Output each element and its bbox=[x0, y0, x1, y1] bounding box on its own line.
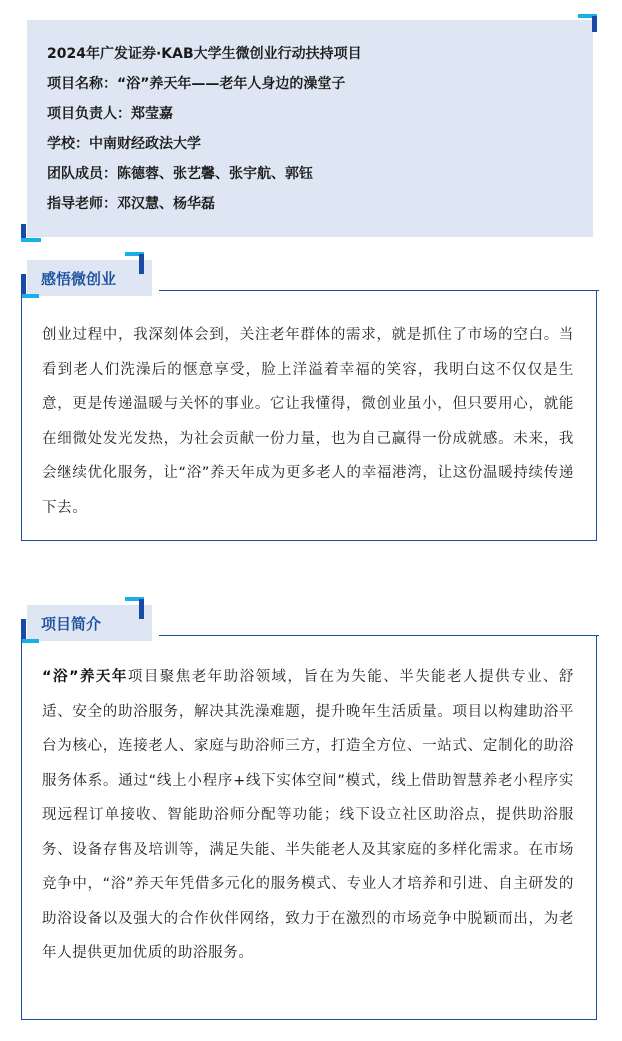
program-name: 2024年广发证券·KAB大学生微创业行动扶持项目 bbox=[47, 46, 362, 62]
reflection-text: 创业过程中，我深刻体会到，关注老年群体的需求，就是抓住了市场的空白。当看到老人们洗澡后的惬意享受，脸上洋溢着幸福的笑容，我明白这不仅仅是生意，更是传递温暖与关怀的事业。它让我懂得，微创业虽小，但只要用心，就能在细微处发光发热，为社会贡献一份力量，也为自己赢得一份成就感。未来，我会继续优化服务，让“浴”养天年成为更多老人的幸福港湾，让这份温暖持续传递下去。 bbox=[42, 327, 574, 516]
advisors: 指导老师：邓汉慧、杨华磊 bbox=[47, 196, 215, 212]
corner-accent-top-right-bar bbox=[592, 16, 597, 32]
project-name: 项目名称：“浴”养天年——老年人身边的澡堂子 bbox=[47, 76, 346, 92]
section-title: 感悟微创业 bbox=[41, 270, 117, 288]
project-info-lines bbox=[47, 44, 362, 224]
intro-lead: “浴”养天年 bbox=[42, 669, 128, 685]
intro-panel bbox=[21, 635, 597, 1020]
intro-body: 项目聚焦老年助浴领域，旨在为失能、半失能老人提供专业、舒适、安全的助浴服务，解决其洗澡难题，提升晚年生活质量。项目以构建助浴平台为核心，连接老人、家庭与助浴师三方，打造全方位、一站式、定制化的助浴服务体系。通过“线上小程序+线下实体空间”模式，线上借助智慧养老小程序实现远程订单接收、智能助浴师分配等功能；线下设立社区助浴点，提供助浴服务、设备存售及培训等，满足失能、半失能老人及其家庭的多样化需求。在市场竞争中，“浴”养天年凭借多元化的服务模式、专业人才培养和引进、自主研发的助浴设备以及强大的合作伙伴网络，致力于在激烈的市场竞争中脱颖而出，为老年人提供更加优质的助浴服务。 bbox=[42, 669, 574, 961]
school: 学校：中南财经政法大学 bbox=[47, 136, 201, 152]
section-title: 项目简介 bbox=[41, 615, 102, 633]
team-members: 团队成员：陈德蓉、张艺馨、张宇航、郭钰 bbox=[47, 166, 313, 182]
reflection-panel bbox=[21, 290, 597, 541]
accent-bar-right bbox=[139, 254, 144, 274]
intro-text bbox=[42, 660, 574, 971]
corner-accent-bottom-left bbox=[21, 238, 41, 242]
project-info-box bbox=[27, 20, 593, 237]
accent-bar-right bbox=[139, 599, 144, 619]
project-leader: 项目负责人：郑莹嘉 bbox=[47, 106, 173, 122]
